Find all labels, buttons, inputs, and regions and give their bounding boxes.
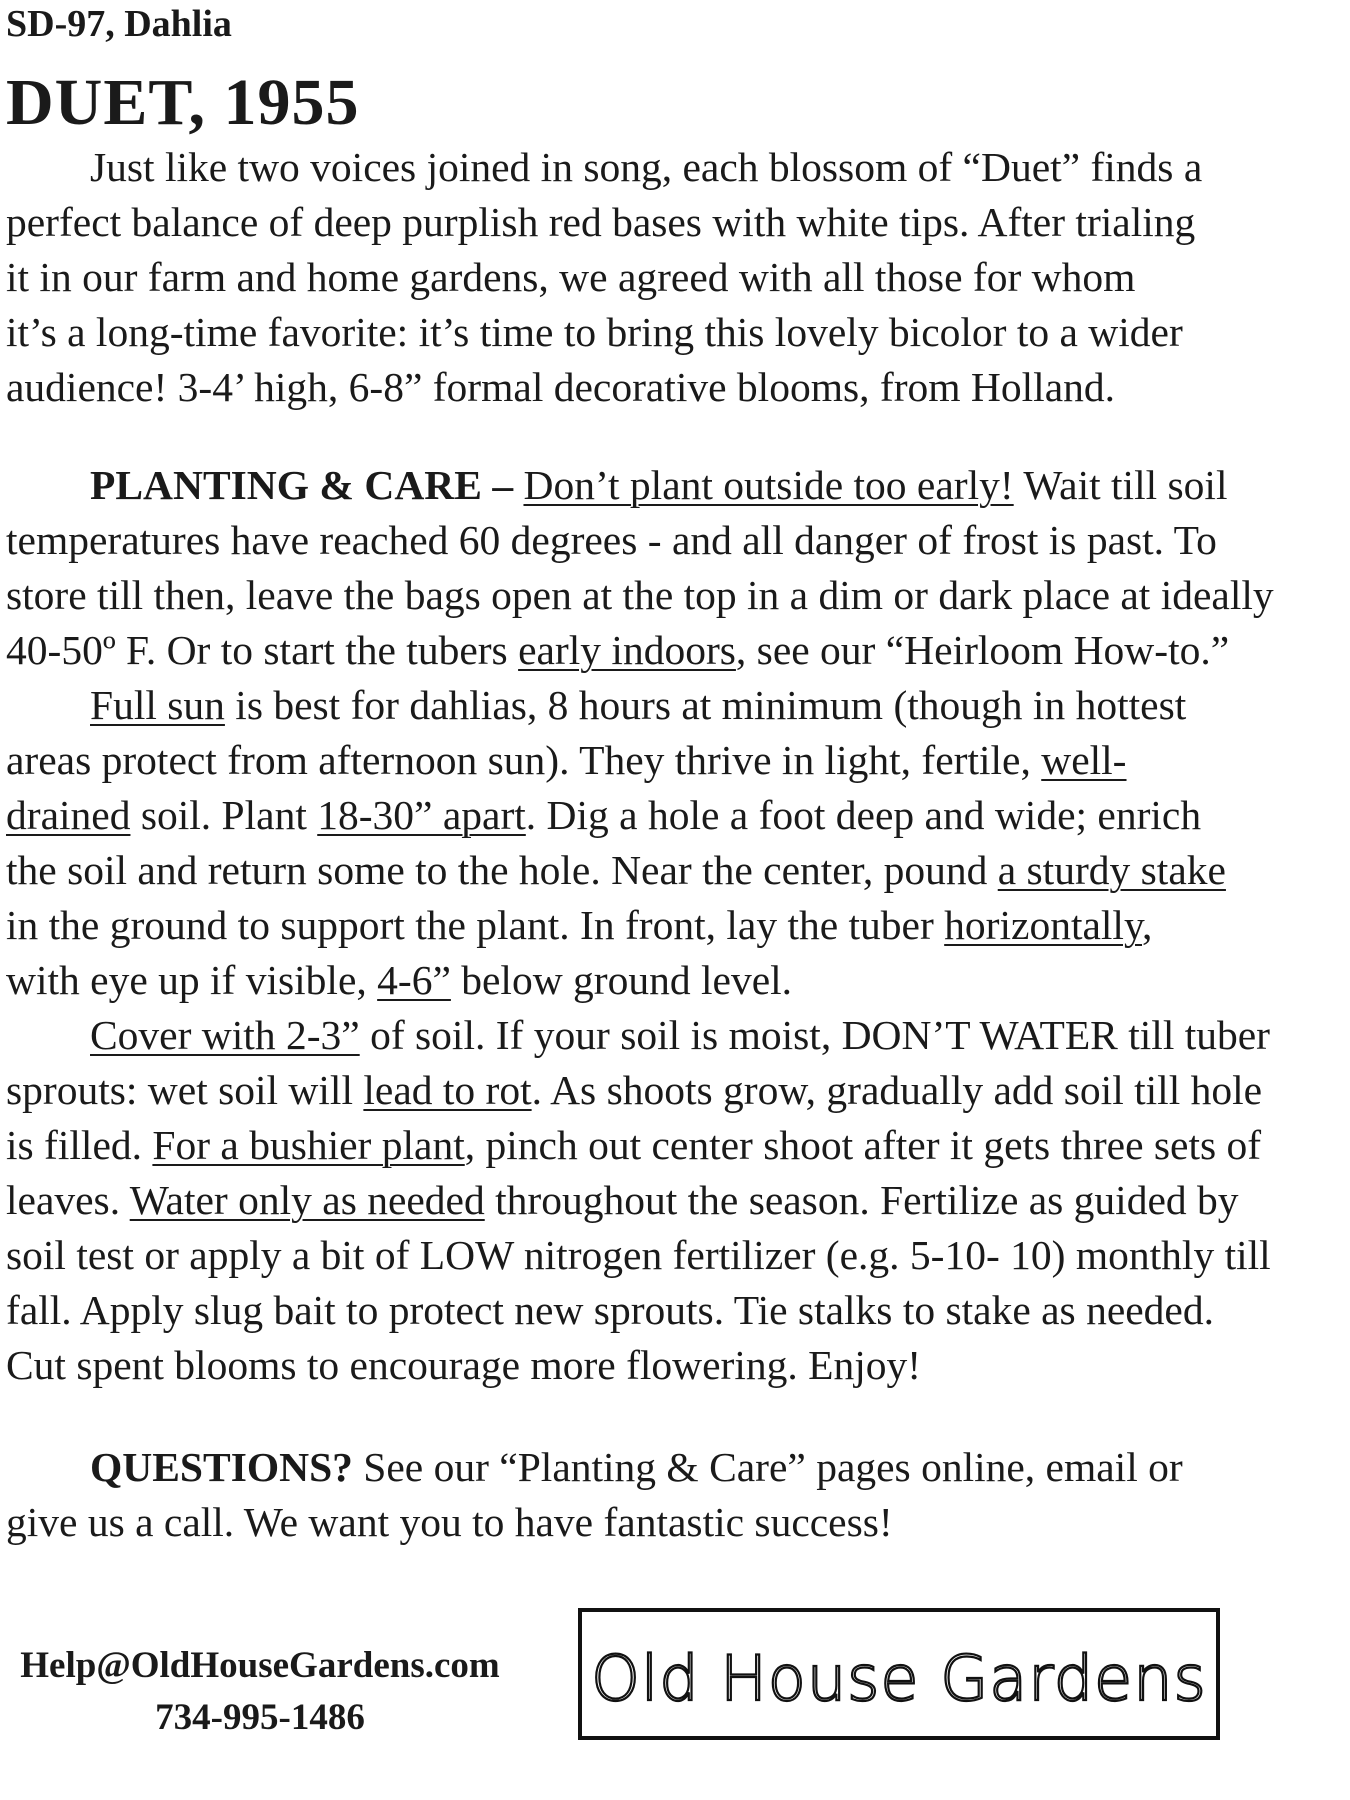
planting-line: fall. Apply slug bait to protect new sprouts. Tie stalks to stake as needed. bbox=[6, 1287, 1214, 1333]
underlined-phrase: Don’t plant outside too early! bbox=[523, 462, 1014, 508]
planting-heading: PLANTING & CARE – bbox=[90, 462, 514, 508]
text-run: , bbox=[1142, 902, 1153, 948]
text-run: See our “Planting & Care” pages online, email or bbox=[352, 1444, 1183, 1490]
planting-line: store till then, leave the bags open at the top in a dim or dark place at ideally bbox=[6, 572, 1274, 618]
planting-line: soil test or apply a bit of LOW nitrogen fertilizer (e.g. 5-10- 10) monthly till bbox=[6, 1232, 1271, 1278]
text-run: 40-50º F. Or to start the tubers bbox=[6, 627, 519, 673]
text-run: , pinch out center shoot after it gets three sets of bbox=[464, 1122, 1262, 1168]
contact-block bbox=[10, 1640, 510, 1744]
text-run: Wait till soil bbox=[1013, 462, 1228, 508]
underlined-phrase: early indoors bbox=[518, 627, 736, 673]
text-run: of soil. If your soil is moist, DON’T WATER till tuber bbox=[359, 1012, 1270, 1058]
text-run: sprouts: wet soil will bbox=[6, 1067, 364, 1113]
underlined-phrase: Cover with 2-3” bbox=[90, 1012, 360, 1058]
planting-line bbox=[6, 623, 1296, 678]
intro-line: perfect balance of deep purplish red bases with white tips. After trialing bbox=[6, 199, 1196, 245]
brand-logo-art bbox=[582, 1612, 1216, 1736]
text-run: , see our “Heirloom How-to.” bbox=[735, 627, 1230, 673]
planting-line bbox=[6, 733, 1296, 788]
planting-line bbox=[6, 458, 1296, 513]
page-title: DUET, 1955 bbox=[6, 66, 360, 139]
text-run: is best for dahlias, 8 hours at minimum (though in hottest bbox=[224, 682, 1187, 728]
planting-line bbox=[6, 843, 1296, 898]
questions-heading: QUESTIONS? bbox=[90, 1444, 353, 1490]
planting-line bbox=[6, 1173, 1296, 1228]
planting-line: Cut spent blooms to encourage more flowering. Enjoy! bbox=[6, 1342, 922, 1388]
intro-line: audience! 3-4’ high, 6-8” formal decorative blooms, from Holland. bbox=[6, 364, 1115, 410]
text-run: . As shoots grow, gradually add soil till hole bbox=[531, 1067, 1263, 1113]
logo-wordmark: Old House Gardens bbox=[591, 1642, 1207, 1715]
planting-line bbox=[6, 1118, 1296, 1173]
text-run: leaves. bbox=[6, 1177, 130, 1223]
underlined-phrase: For a bushier plant bbox=[152, 1122, 465, 1168]
planting-line bbox=[6, 953, 1296, 1008]
text-run: soil. Plant bbox=[130, 792, 318, 838]
text-run: the soil and return some to the hole. Near the center, pound bbox=[6, 847, 998, 893]
intro-line: it’s a long-time favorite: it’s time to bring this lovely bicolor to a wider bbox=[6, 309, 1183, 355]
planting-care-section bbox=[6, 458, 1296, 1393]
underlined-phrase: 18-30” apart bbox=[317, 792, 526, 838]
questions-line: give us a call. We want you to have fantastic success! bbox=[6, 1499, 893, 1545]
intro-line: it in our farm and home gardens, we agreed with all those for whom bbox=[6, 254, 1136, 300]
text-run: is filled. bbox=[6, 1122, 153, 1168]
underlined-phrase: drained bbox=[6, 792, 131, 838]
intro-line: Just like two voices joined in song, each blossom of “Duet” finds a bbox=[90, 144, 1203, 190]
text-run: below ground level. bbox=[450, 957, 793, 1003]
underlined-phrase: Full sun bbox=[90, 682, 225, 728]
text-run: with eye up if visible, bbox=[6, 957, 378, 1003]
text-run: . Dig a hole a foot deep and wide; enrich bbox=[525, 792, 1202, 838]
questions-line bbox=[6, 1440, 1296, 1495]
planting-line bbox=[6, 788, 1296, 843]
planting-line bbox=[6, 1063, 1296, 1118]
product-code: SD-97, Dahlia bbox=[6, 3, 232, 45]
underlined-phrase: horizontally bbox=[944, 902, 1143, 948]
brand-logo bbox=[578, 1608, 1220, 1740]
underlined-phrase: a sturdy stake bbox=[997, 847, 1226, 893]
underlined-phrase: Water only as needed bbox=[129, 1177, 485, 1223]
contact-email[interactable]: Help@OldHouseGardens.com bbox=[20, 1645, 500, 1686]
questions-section bbox=[6, 1440, 1296, 1550]
intro-paragraph bbox=[6, 140, 1296, 415]
text-run: throughout the season. Fertilize as guided by bbox=[484, 1177, 1239, 1223]
planting-line: temperatures have reached 60 degrees - and all danger of frost is past. To bbox=[6, 517, 1217, 563]
underlined-phrase: lead to rot bbox=[363, 1067, 532, 1113]
contact-phone[interactable]: 734-995-1486 bbox=[155, 1697, 365, 1738]
text-run: in the ground to support the plant. In front, lay the tuber bbox=[6, 902, 945, 948]
planting-line bbox=[6, 898, 1296, 953]
planting-line bbox=[6, 678, 1296, 733]
underlined-phrase: 4-6” bbox=[377, 957, 451, 1003]
planting-line bbox=[6, 1008, 1296, 1063]
underlined-phrase: well- bbox=[1041, 737, 1127, 783]
text-run: areas protect from afternoon sun). They thrive in light, fertile, bbox=[6, 737, 1042, 783]
